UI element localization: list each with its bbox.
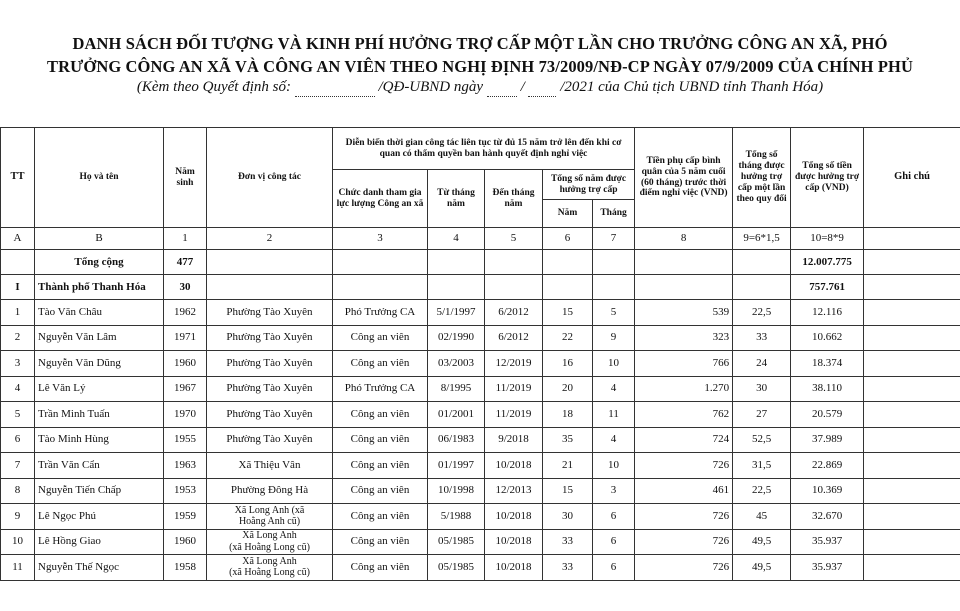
index-row: [1, 228, 960, 250]
col-header-total-months: Tổng số tháng được hưởng trợ cấp một lần theo quy đổi: [733, 128, 791, 228]
row-from: 5/1/1997: [428, 300, 485, 326]
row-birth-year: 1962: [164, 300, 207, 326]
row-months: 10: [593, 351, 635, 377]
row-total-months: 49,5: [733, 529, 791, 555]
row-from: 05/1985: [428, 529, 485, 555]
row-title: Công an viên: [333, 453, 428, 479]
row-title: Phó Trưởng CA: [333, 300, 428, 326]
row-amount: 38.110: [791, 376, 864, 402]
row-title: Công an viên: [333, 504, 428, 530]
row-birth-year: 1955: [164, 427, 207, 453]
row-title: Công an viên: [333, 402, 428, 428]
row-title: Công an viên: [333, 529, 428, 555]
city-tt: I: [1, 275, 35, 300]
table-row: [1, 325, 960, 351]
index-cell: 7: [593, 228, 635, 250]
row-to: 12/2013: [485, 478, 543, 504]
row-note: [864, 376, 960, 402]
row-title: Công an viên: [333, 325, 428, 351]
row-allowance: 762: [635, 402, 733, 428]
row-total-months: 22,5: [733, 478, 791, 504]
row-title: Phó Trưởng CA: [333, 376, 428, 402]
row-birth-year: 1960: [164, 529, 207, 555]
row-name: Lê Văn Lý: [35, 376, 164, 402]
row-from: 5/1988: [428, 504, 485, 530]
table-row: [1, 427, 960, 453]
row-to: 6/2012: [485, 325, 543, 351]
row-amount: 18.374: [791, 351, 864, 377]
col-header-title: Chức danh tham gia lực lượng Công an xã: [333, 170, 428, 228]
col-header-allowance: Tiền phụ cấp bình quân của 5 năm cuối (60 tháng) trước thời điểm nghỉ việc (VND): [635, 128, 733, 228]
unit-line: Phường Tào Xuyên: [226, 356, 313, 369]
row-total-months: 22,5: [733, 300, 791, 326]
row-to: 6/2012: [485, 300, 543, 326]
row-allowance: 724: [635, 427, 733, 453]
row-note: [864, 402, 960, 428]
index-cell: 8: [635, 228, 733, 250]
index-cell: 1: [164, 228, 207, 250]
row-unit: [207, 325, 333, 351]
row-tt: 6: [1, 427, 35, 453]
row-title: Công an viên: [333, 478, 428, 504]
index-cell: [864, 228, 960, 250]
row-from: 8/1995: [428, 376, 485, 402]
row-total-months: 49,5: [733, 555, 791, 581]
row-note: [864, 555, 960, 581]
index-cell: 5: [485, 228, 543, 250]
unit-line: Hoằng Anh cũ): [238, 516, 301, 528]
row-birth-year: 1967: [164, 376, 207, 402]
row-months: 9: [593, 325, 635, 351]
row-unit: [207, 529, 333, 555]
row-tt: 2: [1, 325, 35, 351]
row-birth-year: 1971: [164, 325, 207, 351]
unit-line: Xã Thiệu Vân: [238, 458, 301, 471]
index-cell: 9=6*1,5: [733, 228, 791, 250]
table-row: [1, 529, 960, 555]
col-header-from: Từ tháng năm: [428, 170, 485, 228]
row-name: Lê Ngọc Phú: [35, 504, 164, 530]
col-header-total-amount: Tổng số tiền được hưởng trợ cấp (VND): [791, 128, 864, 228]
row-note: [864, 453, 960, 479]
row-tt: 9: [1, 504, 35, 530]
row-years: 22: [543, 325, 593, 351]
row-tt: 8: [1, 478, 35, 504]
row-amount: 10.662: [791, 325, 864, 351]
row-tt: 11: [1, 555, 35, 581]
table-row: [1, 402, 960, 428]
unit-line: Phường Tào Xuyên: [226, 305, 313, 318]
row-birth-year: 1953: [164, 478, 207, 504]
total-row: [1, 250, 960, 275]
document-title-line-2: TRƯỞNG CÔNG AN XÃ VÀ CÔNG AN VIÊN THEO NGHỊ ĐỊNH 73/2009/NĐ-CP NGÀY 07/9/2009 CỦA CHÍNH PHỦ: [47, 57, 913, 76]
row-allowance: 726: [635, 453, 733, 479]
document-subtitle: [0, 79, 960, 97]
beneficiary-table: [0, 127, 960, 581]
row-tt: 1: [1, 300, 35, 326]
row-from: 01/2001: [428, 402, 485, 428]
unit-line: Xã Long Anh: [242, 555, 297, 567]
row-name: Lê Hồng Giao: [35, 529, 164, 555]
index-cell: 10=8*9: [791, 228, 864, 250]
row-to: 11/2019: [485, 376, 543, 402]
row-allowance: 726: [635, 529, 733, 555]
subtitle-prefix: (Kèm theo Quyết định số:: [136, 79, 291, 95]
unit-line: Phường Đông Hà: [230, 484, 309, 497]
index-cell: B: [35, 228, 164, 250]
row-to: 10/2018: [485, 453, 543, 479]
row-years: 35: [543, 427, 593, 453]
row-years: 20: [543, 376, 593, 402]
row-name: Nguyễn Văn Dũng: [35, 351, 164, 377]
row-to: 10/2018: [485, 504, 543, 530]
row-name: Tào Văn Châu: [35, 300, 164, 326]
row-tt: 7: [1, 453, 35, 479]
row-name: Nguyễn Văn Lâm: [35, 325, 164, 351]
row-years: 30: [543, 504, 593, 530]
row-unit: [207, 555, 333, 581]
table-row: [1, 504, 960, 530]
row-name: Tào Minh Hùng: [35, 427, 164, 453]
unit-line: (xã Hoằng Long cũ): [229, 567, 310, 579]
row-allowance: 323: [635, 325, 733, 351]
row-note: [864, 300, 960, 326]
total-label: Tổng cộng: [35, 250, 164, 275]
row-tt: 3: [1, 351, 35, 377]
row-from: 05/1985: [428, 555, 485, 581]
row-note: [864, 351, 960, 377]
row-to: 10/2018: [485, 555, 543, 581]
row-total-months: 27: [733, 402, 791, 428]
table-row: [1, 300, 960, 326]
subtitle-mid-2: /: [520, 79, 525, 95]
table-row: [1, 376, 960, 402]
row-tt: 10: [1, 529, 35, 555]
total-count: 477: [164, 250, 207, 275]
row-note: [864, 427, 960, 453]
city-amount: 757.761: [791, 275, 864, 300]
row-unit: [207, 402, 333, 428]
row-birth-year: 1960: [164, 351, 207, 377]
row-months: 11: [593, 402, 635, 428]
col-header-months: Tháng: [593, 200, 635, 228]
day-blank: [487, 79, 517, 97]
row-name: Trần Văn Cẩn: [35, 453, 164, 479]
unit-line: Phường Tào Xuyên: [226, 331, 313, 344]
row-amount: 35.937: [791, 555, 864, 581]
row-from: 02/1990: [428, 325, 485, 351]
col-header-tt: TT: [1, 128, 35, 228]
city-row: [1, 275, 960, 300]
row-note: [864, 504, 960, 530]
row-to: 11/2019: [485, 402, 543, 428]
subtitle-mid-1: /QĐ-UBND ngày: [378, 79, 484, 95]
row-unit: [207, 504, 333, 530]
col-header-note: Ghi chú: [864, 128, 960, 228]
col-header-service-group: Diễn biến thời gian công tác liên tục từ đủ 15 năm trở lên đến khi cơ quan có thẩm quyền ban hành quyết định nghỉ việc: [333, 128, 635, 170]
row-amount: 37.989: [791, 427, 864, 453]
row-title: Công an viên: [333, 427, 428, 453]
unit-line: (xã Hoằng Long cũ): [229, 541, 310, 553]
index-cell: 6: [543, 228, 593, 250]
row-total-months: 31,5: [733, 453, 791, 479]
row-unit: [207, 300, 333, 326]
row-amount: 32.670: [791, 504, 864, 530]
col-header-years-group: Tổng số năm được hưởng trợ cấp: [543, 170, 635, 200]
row-unit: [207, 453, 333, 479]
table-row: [1, 478, 960, 504]
month-blank: [528, 79, 556, 97]
document-title-line-1: DANH SÁCH ĐỐI TƯỢNG VÀ KINH PHÍ HƯỞNG TRỢ CẤP MỘT LẦN CHO TRƯỞNG CÔNG AN XÃ, PHÓ: [72, 34, 888, 53]
row-years: 33: [543, 529, 593, 555]
col-header-birth-year: Năm sinh: [164, 128, 207, 228]
unit-line: Xã Long Anh: [242, 530, 297, 542]
row-years: 15: [543, 478, 593, 504]
total-amount: 12.007.775: [791, 250, 864, 275]
row-years: 15: [543, 300, 593, 326]
row-months: 5: [593, 300, 635, 326]
row-months: 6: [593, 555, 635, 581]
row-birth-year: 1959: [164, 504, 207, 530]
row-note: [864, 529, 960, 555]
row-allowance: 461: [635, 478, 733, 504]
row-amount: 10.369: [791, 478, 864, 504]
row-months: 6: [593, 504, 635, 530]
row-to: 9/2018: [485, 427, 543, 453]
row-allowance: 766: [635, 351, 733, 377]
row-unit: [207, 376, 333, 402]
row-months: 10: [593, 453, 635, 479]
unit-line: Phường Tào Xuyên: [226, 407, 313, 420]
city-label: Thành phố Thanh Hóa: [35, 275, 164, 300]
row-to: 12/2019: [485, 351, 543, 377]
row-allowance: 1.270: [635, 376, 733, 402]
row-tt: 4: [1, 376, 35, 402]
row-months: 3: [593, 478, 635, 504]
row-birth-year: 1958: [164, 555, 207, 581]
index-cell: 4: [428, 228, 485, 250]
row-unit: [207, 478, 333, 504]
row-years: 33: [543, 555, 593, 581]
row-name: Trần Minh Tuấn: [35, 402, 164, 428]
row-months: 4: [593, 427, 635, 453]
row-allowance: 539: [635, 300, 733, 326]
row-total-months: 30: [733, 376, 791, 402]
row-years: 16: [543, 351, 593, 377]
row-title: Công an viên: [333, 351, 428, 377]
col-header-years: Năm: [543, 200, 593, 228]
row-amount: 22.869: [791, 453, 864, 479]
col-header-to: Đến tháng năm: [485, 170, 543, 228]
row-total-months: 24: [733, 351, 791, 377]
city-count: 30: [164, 275, 207, 300]
unit-line: Phường Tào Xuyên: [226, 433, 313, 446]
row-from: 06/1983: [428, 427, 485, 453]
row-amount: 12.116: [791, 300, 864, 326]
row-title: Công an viên: [333, 555, 428, 581]
table-row: [1, 453, 960, 479]
index-cell: 3: [333, 228, 428, 250]
index-cell: A: [1, 228, 35, 250]
row-years: 18: [543, 402, 593, 428]
row-birth-year: 1963: [164, 453, 207, 479]
row-years: 21: [543, 453, 593, 479]
row-total-months: 45: [733, 504, 791, 530]
table-row: [1, 555, 960, 581]
subtitle-suffix: /2021 của Chủ tịch UBND tỉnh Thanh Hóa): [560, 79, 824, 95]
row-from: 01/1997: [428, 453, 485, 479]
row-note: [864, 325, 960, 351]
row-allowance: 726: [635, 555, 733, 581]
row-unit: [207, 427, 333, 453]
row-tt: 5: [1, 402, 35, 428]
row-name: Nguyễn Thế Ngọc: [35, 555, 164, 581]
row-from: 03/2003: [428, 351, 485, 377]
row-from: 10/1998: [428, 478, 485, 504]
index-cell: 2: [207, 228, 333, 250]
col-header-name: Họ và tên: [35, 128, 164, 228]
unit-line: Xã Long Anh (xã: [234, 504, 305, 516]
row-months: 4: [593, 376, 635, 402]
table-row: [1, 351, 960, 377]
row-note: [864, 478, 960, 504]
row-unit: [207, 351, 333, 377]
row-name: Nguyễn Tiến Chấp: [35, 478, 164, 504]
row-to: 10/2018: [485, 529, 543, 555]
row-total-months: 33: [733, 325, 791, 351]
col-header-unit: Đơn vị công tác: [207, 128, 333, 228]
row-amount: 35.937: [791, 529, 864, 555]
decision-number-blank: [295, 79, 375, 97]
unit-line: Phường Tào Xuyên: [226, 382, 313, 395]
row-allowance: 726: [635, 504, 733, 530]
row-birth-year: 1970: [164, 402, 207, 428]
row-amount: 20.579: [791, 402, 864, 428]
row-total-months: 52,5: [733, 427, 791, 453]
row-months: 6: [593, 529, 635, 555]
